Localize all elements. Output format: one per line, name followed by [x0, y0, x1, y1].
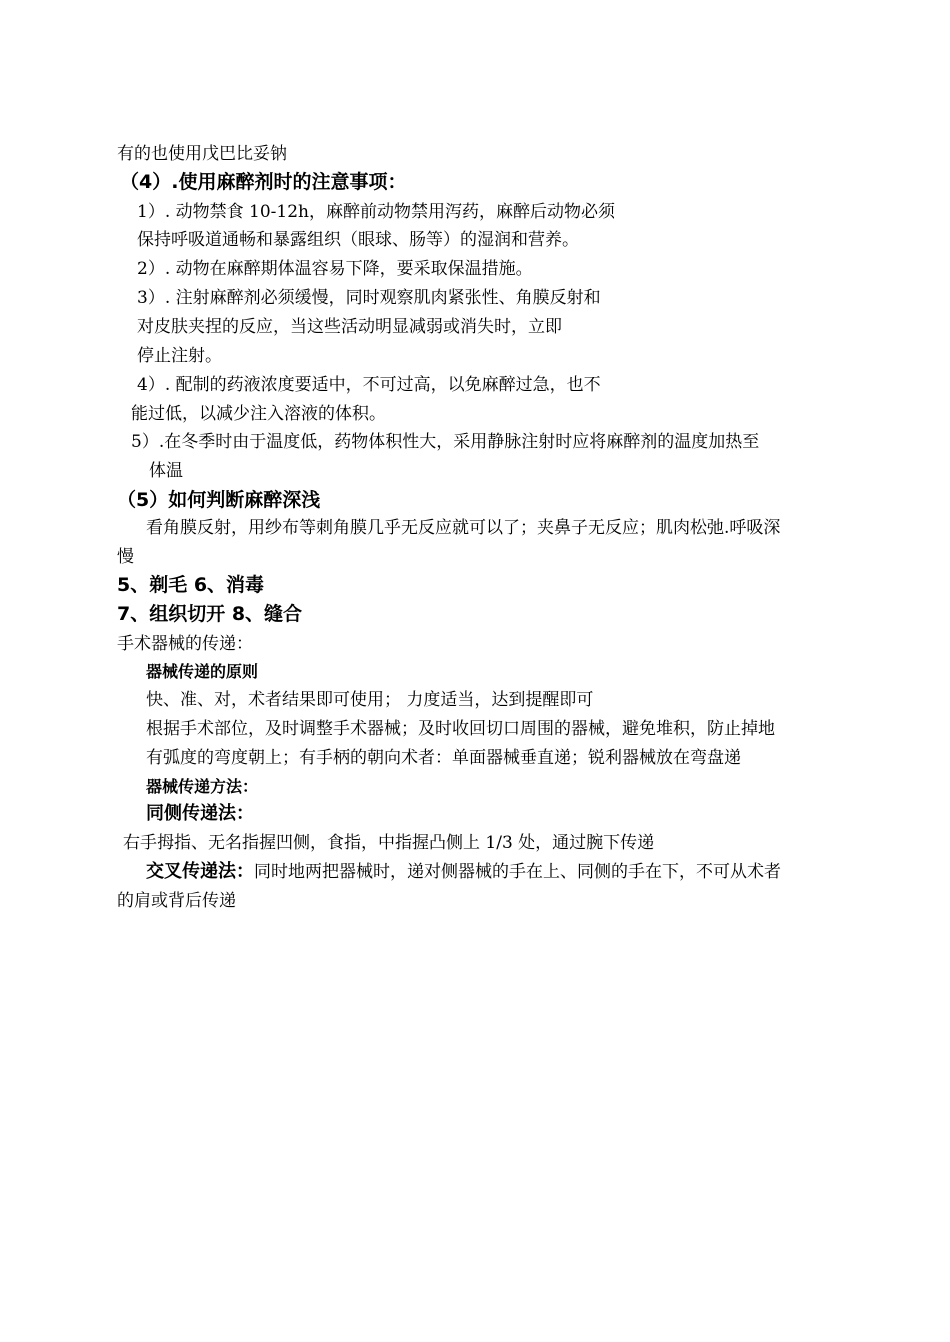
note-1-line-1: 1）. 动物禁食 10-12h，麻醉前动物禁用泻药，麻醉后动物必须 — [137, 202, 615, 222]
note-5-line-1: 5）.在冬季时由于温度低，药物体积性大，采用静脉注射时应将麻醉剂的温度加热至 — [131, 432, 760, 452]
note-1-line-2: 保持呼吸道通畅和暴露组织（眼球、肠等）的湿润和营养。 — [137, 230, 579, 250]
section-5-body-line-1: 看角膜反射，用纱布等刺角膜几乎无反应就可以了；夹鼻子无反应；肌肉松弛.呼吸深 — [146, 518, 781, 538]
principle-line-2: 根据手术部位，及时调整手术器械；及时收回切口周围的器械，避免堆积，防止掉地 — [146, 719, 775, 739]
section-5-body-line-2: 慢 — [117, 547, 134, 567]
note-4-line-2: 能过低，以减少注入溶液的体积。 — [131, 404, 386, 424]
section-4-heading: （4）.使用麻醉剂时的注意事项： — [120, 171, 407, 193]
cross-body-line-1: 同时地两把器械时，递对侧器械的手在上、同侧的手在下，不可从术者 — [254, 862, 781, 882]
note-3-line-1: 3）. 注射麻醉剂必须缓慢，同时观察肌肉紧张性、角膜反射和 — [137, 288, 601, 308]
same-side-body: 右手拇指、无名指握凹侧，食指，中指握凸侧上 1/3 处，通过腕下传递 — [123, 833, 655, 853]
cross-paragraph-line-1 — [146, 861, 781, 883]
cross-body-line-2: 的肩或背后传递 — [117, 891, 236, 911]
instruments-intro: 手术器械的传递： — [117, 634, 253, 654]
principle-line-1: 快、准、对，术者结果即可使用； 力度适当，达到提醒即可 — [146, 690, 594, 710]
cross-heading: 交叉传递法： — [146, 861, 254, 882]
note-2: 2）. 动物在麻醉期体温容易下降，要采取保温措施。 — [137, 259, 533, 279]
note-3-line-2: 对皮肤夹捏的反应，当这些活动明显减弱或消失时，立即 — [137, 317, 562, 337]
steps-heading-2: 7、组织切开 8、缝合 — [117, 603, 303, 625]
section-5-heading: （5）如何判断麻醉深浅 — [117, 489, 321, 511]
same-side-heading: 同侧传递法： — [146, 803, 254, 824]
steps-heading-1: 5、剃毛 6、消毒 — [117, 574, 265, 596]
intro-text: 有的也使用戊巴比妥钠 — [117, 144, 287, 164]
principle-line-3: 有弧度的弯度朝上；有手柄的朝向术者：单面器械垂直递；锐利器械放在弯盘递 — [146, 748, 741, 768]
note-3-line-3: 停止注射。 — [137, 346, 222, 366]
note-5-line-2: 体温 — [149, 461, 183, 481]
principle-heading: 器械传递的原则 — [146, 662, 259, 681]
method-heading: 器械传递方法： — [146, 777, 259, 796]
note-4-line-1: 4）. 配制的药液浓度要适中，不可过高，以免麻醉过急，也不 — [137, 375, 601, 395]
